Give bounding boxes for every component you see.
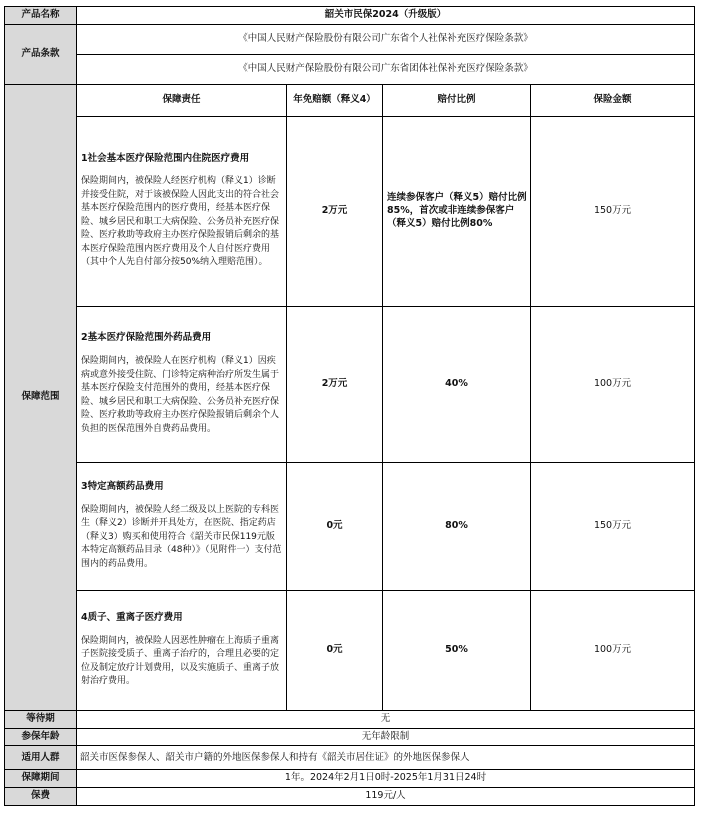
period-label: 保障期间 bbox=[5, 770, 77, 788]
coverage-text: 保险期间内，被保险人因恶性肿瘤在上海质子重离子医院接受质子、重离子治疗的，合理且必要的定位及制定放疗计划费用，以及实施质子、重离子放射治疗费用。 bbox=[81, 635, 280, 687]
waiting-period-label: 等待期 bbox=[5, 710, 77, 728]
coverage-amount: 150万元 bbox=[531, 462, 695, 590]
premium-label: 保费 bbox=[5, 788, 77, 806]
product-table bbox=[4, 6, 695, 806]
header-deductible: 年免赔额（释义4） bbox=[287, 84, 383, 116]
coverage-title: 3特定高额药品费用 bbox=[81, 481, 164, 493]
coverage-deductible: 0元 bbox=[287, 462, 383, 590]
coverage-label: 保障范围 bbox=[5, 84, 77, 710]
coverage-responsibility bbox=[77, 590, 287, 710]
header-amount: 保险金额 bbox=[531, 84, 695, 116]
eligible-value: 韶关市医保参保人、韶关市户籍的外地医保参保人和持有《韶关市居住证》的外地医保参保人 bbox=[77, 746, 695, 770]
product-name-label: 产品名称 bbox=[5, 7, 77, 25]
coverage-title: 1社会基本医疗保险范围内住院医疗费用 bbox=[81, 152, 250, 164]
coverage-amount: 100万元 bbox=[531, 306, 695, 462]
header-ratio: 赔付比例 bbox=[383, 84, 531, 116]
product-terms-item-1: 《中国人民财产保险股份有限公司广东省个人社保补充医疗保险条款》 bbox=[77, 24, 695, 54]
coverage-ratio: 连续参保客户（释义5）赔付比例85%，首次或非连续参保客户（释义5）赔付比例80% bbox=[383, 116, 531, 306]
eligible-label: 适用人群 bbox=[5, 746, 77, 770]
coverage-text: 保险期间内，被保险人经二级及以上医院的专科医生（释义2）诊断并开具处方，在医院、指定药店（释义3）购买和使用符合《韶关市民保119元版本特定高额药品目录（48种）》（见附件一）支付范围内的药品费用。 bbox=[81, 504, 282, 569]
coverage-text: 保险期间内，被保险人经医疗机构（释义1）诊断并接受住院，对于该被保险人因此支出的符合社会基本医疗保险范围内的医疗费用，经基本医疗保险、城乡居民和职工大病保险、公务员补充医疗保险、医疗救助等政府主办医疗保险报销后剩余的基本医疗保险范围内医疗费用及个人自付医疗费用（其中个人先自付部分按50%纳入理赔范围）。 bbox=[81, 176, 280, 268]
product-terms-item-2: 《中国人民财产保险股份有限公司广东省团体社保补充医疗保险条款》 bbox=[77, 54, 695, 84]
coverage-row bbox=[5, 462, 695, 590]
coverage-deductible: 0元 bbox=[287, 590, 383, 710]
coverage-row bbox=[5, 590, 695, 710]
coverage-responsibility bbox=[77, 116, 287, 306]
coverage-row bbox=[5, 306, 695, 462]
coverage-ratio: 40% bbox=[383, 306, 531, 462]
age-value: 无年龄限制 bbox=[77, 728, 695, 746]
age-label: 参保年龄 bbox=[5, 728, 77, 746]
coverage-ratio: 80% bbox=[383, 462, 531, 590]
coverage-amount: 100万元 bbox=[531, 590, 695, 710]
coverage-ratio: 50% bbox=[383, 590, 531, 710]
premium-value: 119元/人 bbox=[77, 788, 695, 806]
coverage-deductible: 2万元 bbox=[287, 306, 383, 462]
coverage-title: 4质子、重离子医疗费用 bbox=[81, 611, 183, 623]
coverage-row bbox=[5, 116, 695, 306]
coverage-text: 保险期间内，被保险人在医疗机构（释义1）因疾病或意外接受住院、门诊特定病种治疗所发生属于基本医疗保险支付范围外的费用，经基本医疗保险、城乡居民和职工大病保险、公务员补充医疗保险、医疗救助等政府主办医疗保险报销后剩余个人负担的医保范围外自费药品费用。 bbox=[81, 356, 280, 434]
coverage-title: 2基本医疗保险范围外药品费用 bbox=[81, 332, 212, 344]
product-name-value: 韶关市民保2024（升级版） bbox=[77, 7, 695, 25]
product-terms-label: 产品条款 bbox=[5, 24, 77, 84]
coverage-deductible: 2万元 bbox=[287, 116, 383, 306]
coverage-responsibility bbox=[77, 306, 287, 462]
coverage-responsibility bbox=[77, 462, 287, 590]
header-responsibility: 保障责任 bbox=[77, 84, 287, 116]
waiting-period-value: 无 bbox=[77, 710, 695, 728]
period-value: 1年。2024年2月1日0时-2025年1月31日24时 bbox=[77, 770, 695, 788]
coverage-amount: 150万元 bbox=[531, 116, 695, 306]
